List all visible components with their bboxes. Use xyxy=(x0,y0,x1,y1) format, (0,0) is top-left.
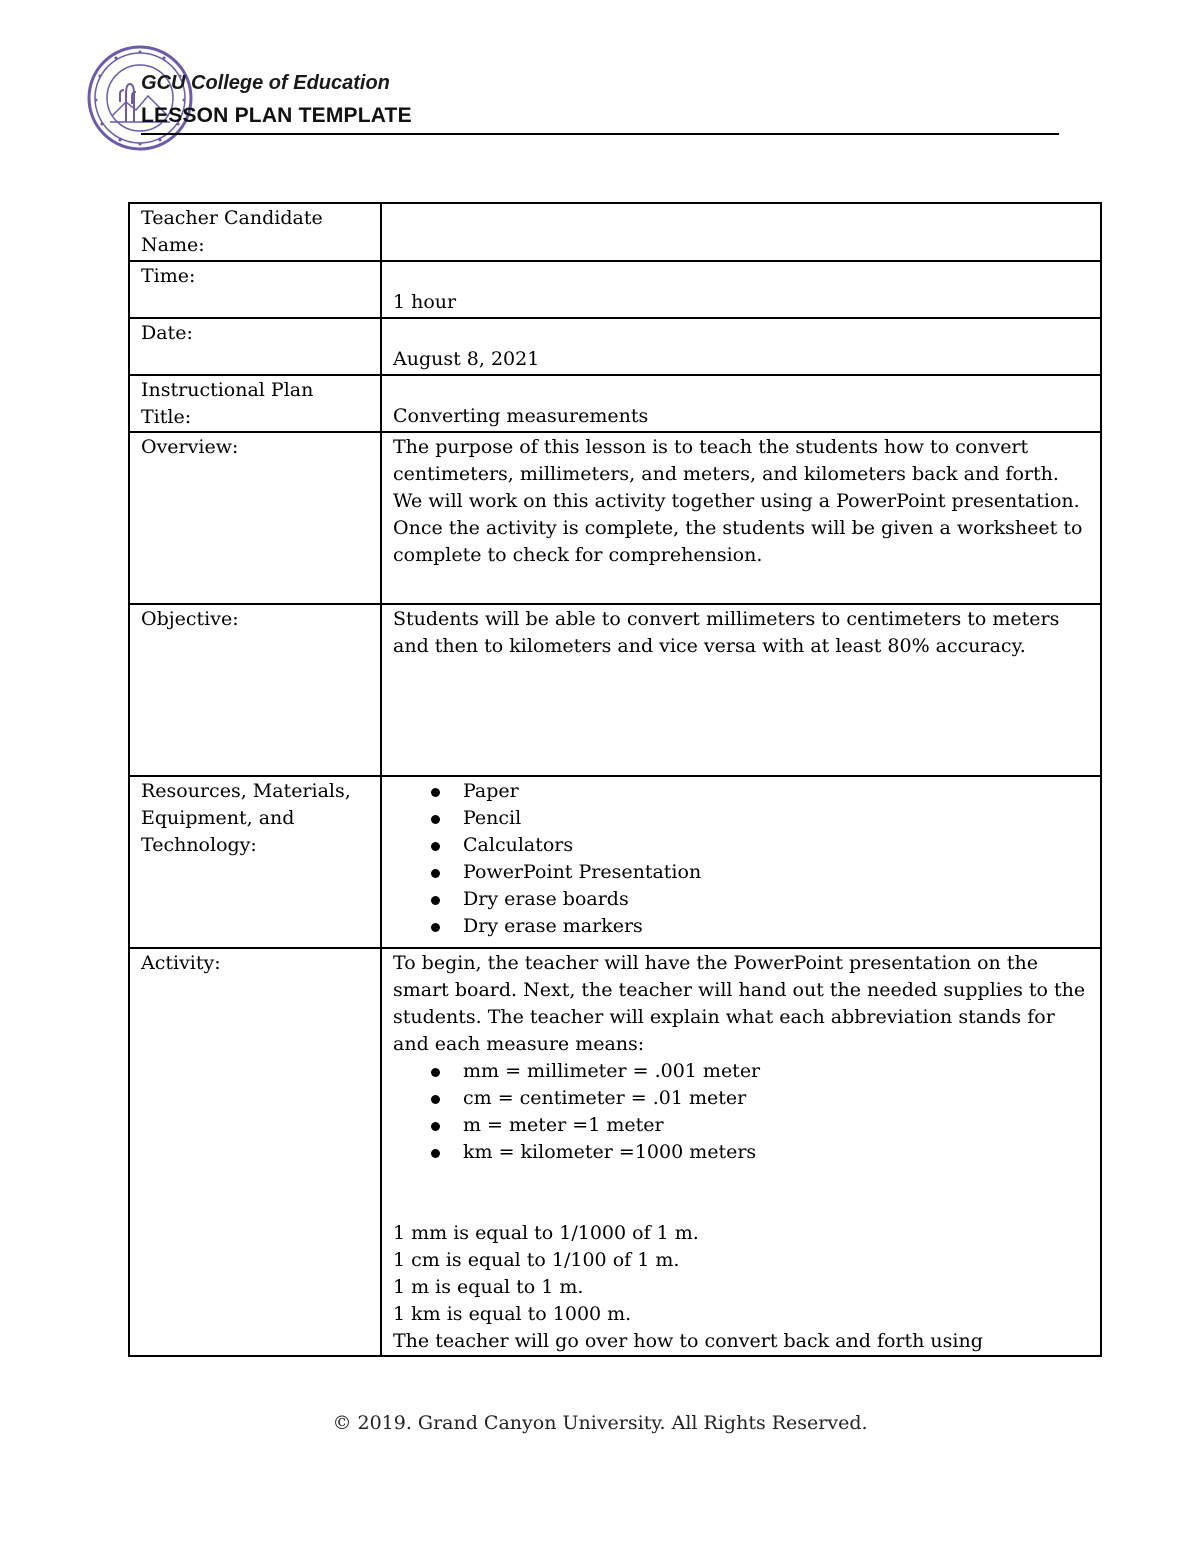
list-item: km = kilometer =1000 meters xyxy=(431,1139,1089,1166)
date-value: August 8, 2021 xyxy=(381,318,1101,375)
list-item: m = meter =1 meter xyxy=(431,1112,1089,1139)
row-plan-title xyxy=(129,375,1101,432)
list-item: Paper xyxy=(431,778,1089,805)
list-item: Dry erase markers xyxy=(431,913,1089,940)
row-activity xyxy=(129,948,1101,1356)
activity-line: 1 cm is equal to 1/100 of 1 m. xyxy=(393,1249,680,1271)
overview-value: The purpose of this lesson is to teach the students how to convert centimeters, millimeters, and meters, and kilometers back and forth. We will work on this activity together using a PowerPoint presentation. Once the activity is complete, the students will be given a worksheet to complete to check for comprehension. xyxy=(381,432,1101,604)
time-label: Time: xyxy=(129,261,381,318)
resources-label: Resources, Materials, Equipment, and Technology: xyxy=(129,776,381,948)
overview-label: Overview: xyxy=(129,432,381,604)
teacher-name-label: Teacher Candidate Name: xyxy=(129,203,381,261)
row-date xyxy=(129,318,1101,375)
row-time xyxy=(129,261,1101,318)
resources-value xyxy=(381,776,1101,948)
objective-label: Objective: xyxy=(129,604,381,776)
row-teacher-name xyxy=(129,203,1101,261)
objective-value: Students will be able to convert millimeters to centimeters to meters and then to kilometers and vice versa with at least 80% accuracy. xyxy=(381,604,1101,776)
date-label: Date: xyxy=(129,318,381,375)
header-rule xyxy=(141,133,1059,135)
activity-line: 1 m is equal to 1 m. xyxy=(393,1276,584,1298)
abbreviation-list xyxy=(393,1058,1089,1166)
list-item: Pencil xyxy=(431,805,1089,832)
resources-list xyxy=(393,778,1089,940)
plan-title-value: Converting measurements xyxy=(381,375,1101,432)
plan-title-label: Instructional Plan Title: xyxy=(129,375,381,432)
teacher-name-value xyxy=(381,203,1101,261)
activity-line: 1 mm is equal to 1/1000 of 1 m. xyxy=(393,1222,699,1244)
copyright-footer: © 2019. Grand Canyon University. All Rights Reserved. xyxy=(332,1412,868,1434)
template-title: LESSON PLAN TEMPLATE xyxy=(141,104,412,127)
lesson-plan-table xyxy=(128,202,1102,1357)
list-item: Calculators xyxy=(431,832,1089,859)
activity-line: 1 km is equal to 1000 m. xyxy=(393,1303,632,1325)
time-value: 1 hour xyxy=(381,261,1101,318)
activity-intro: To begin, the teacher will have the PowerPoint presentation on the smart board. Next, the teacher will hand out the needed supplies to the students. The teacher will explain what each abbreviation stands for and each measure means: xyxy=(393,952,1086,1055)
activity-line: The teacher will go over how to convert back and forth using xyxy=(393,1330,983,1352)
gcu-seal-icon xyxy=(86,44,194,152)
row-overview xyxy=(129,432,1101,604)
activity-value xyxy=(381,948,1101,1356)
list-item: mm = millimeter = .001 meter xyxy=(431,1058,1089,1085)
list-item: cm = centimeter = .01 meter xyxy=(431,1085,1089,1112)
list-item: Dry erase boards xyxy=(431,886,1089,913)
college-name: GCU College of Education xyxy=(141,72,390,94)
activity-label: Activity: xyxy=(129,948,381,1356)
row-resources xyxy=(129,776,1101,948)
row-objective xyxy=(129,604,1101,776)
list-item: PowerPoint Presentation xyxy=(431,859,1089,886)
